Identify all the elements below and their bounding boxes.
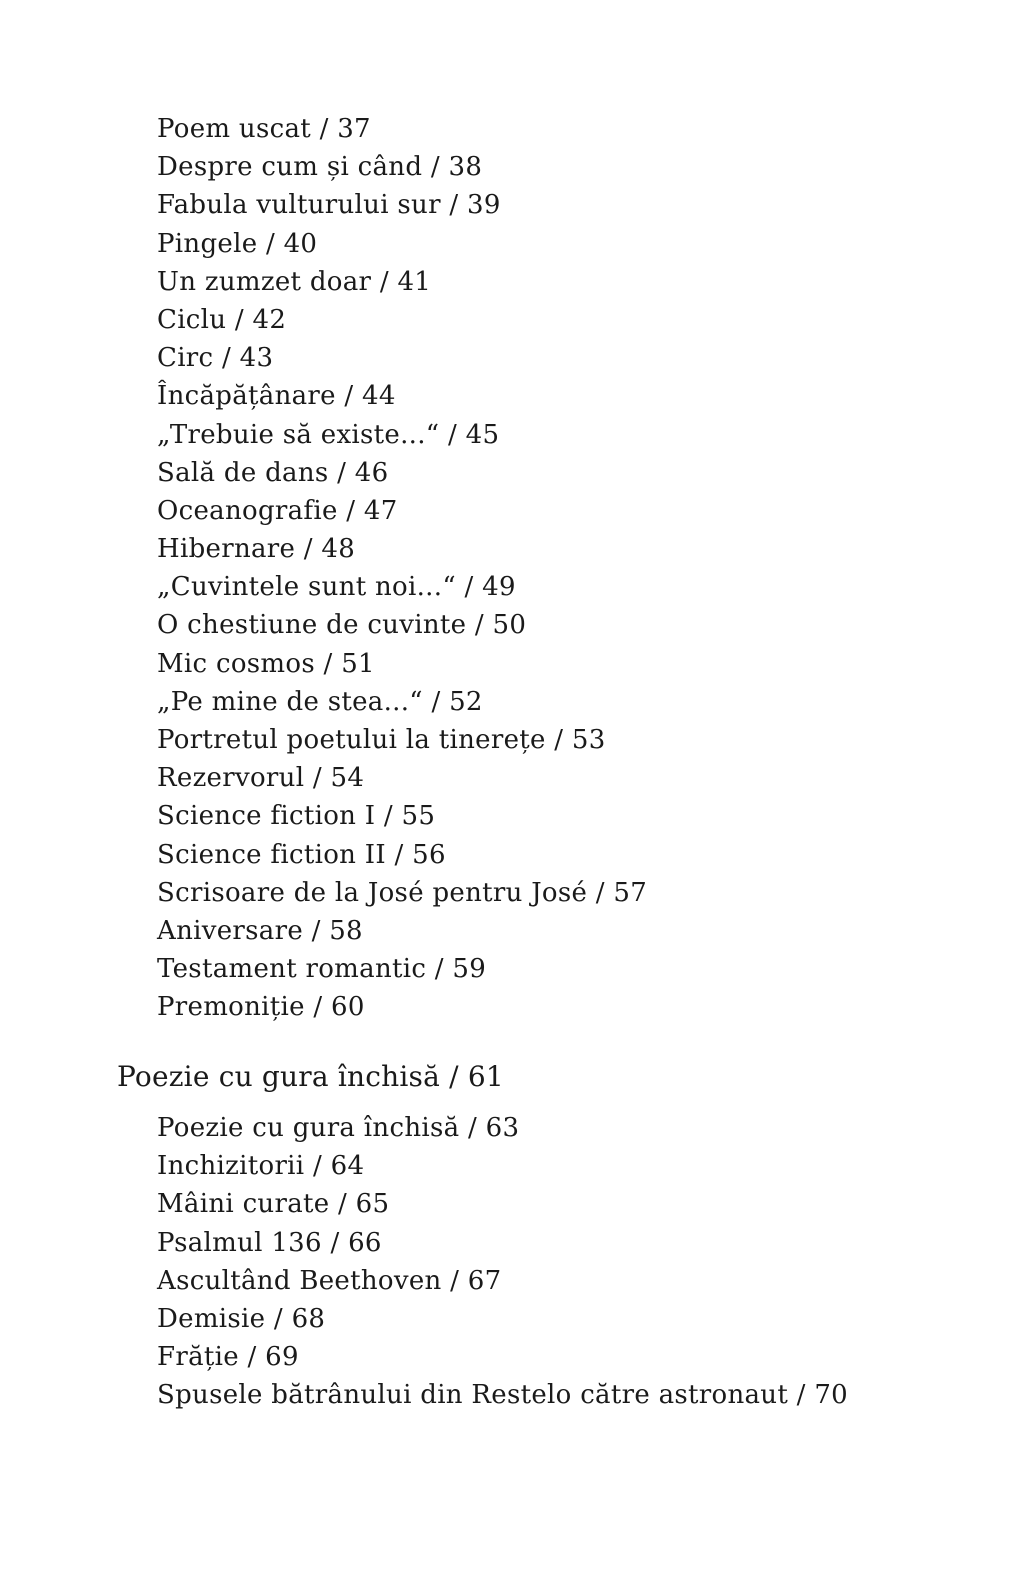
toc-entry-page-number: 41: [397, 266, 432, 297]
toc-entry-page-number: 64: [330, 1151, 365, 1182]
toc-entry: Testament romantic / 59: [157, 954, 487, 985]
toc-entry-page-number: 55: [401, 801, 436, 832]
toc-entry-title: Pingele: [157, 228, 258, 259]
toc-entry-title: „Trebuie să existe...“: [157, 419, 440, 450]
toc-entry-title: Science fiction I: [157, 801, 376, 832]
toc-entry-page-number: 66: [348, 1227, 382, 1258]
toc-entry: Poem uscat / 37: [157, 114, 371, 144]
toc-entry-title: Încăpățânare: [157, 381, 336, 412]
toc-entry-title: Science fiction II: [157, 839, 386, 870]
toc-entry-page-number: 54: [330, 763, 365, 794]
toc-entry-title: Un zumzet doar: [157, 266, 372, 297]
toc-entry: Încăpățânare / 44: [157, 381, 396, 412]
toc-entry-title: Mic cosmos: [157, 648, 315, 679]
toc-entry-title: Inchizitorii: [157, 1151, 305, 1182]
toc-entry-title: Oceanografie: [157, 495, 338, 526]
toc-entry-title: Spusele bătrânului din Restelo către astronaut: [157, 1380, 789, 1411]
toc-entry-page-number: 48: [321, 534, 356, 565]
toc-entry-page-number: 45: [465, 419, 500, 450]
toc-entry-page-number: 60: [331, 992, 365, 1023]
toc-entry-title: Frăție: [157, 1342, 239, 1373]
toc-entry-page-number: 70: [814, 1380, 848, 1411]
toc-entry-page-number: 56: [412, 839, 446, 870]
toc-entry-page-number: 40: [283, 228, 318, 259]
toc-entry-page-number: 67: [467, 1265, 502, 1296]
toc-entry: Aniversare / 58: [157, 915, 363, 946]
toc-entry-page-number: 46: [354, 457, 389, 488]
toc-entry: Poezie cu gura închisă / 63: [157, 1113, 520, 1143]
toc-entry-page-number: 44: [362, 381, 396, 412]
toc-entry-title: Ciclu: [157, 304, 227, 335]
toc-entry-title: Psalmul 136: [157, 1227, 322, 1258]
toc-entry: Circ / 43: [157, 343, 274, 374]
toc-entry: Demisie / 68: [157, 1303, 326, 1334]
toc-section-heading: Poezie cu gura închisă / 61: [117, 1060, 504, 1093]
toc-entry: Spusele bătrânului din Restelo către astronaut / 70: [157, 1380, 848, 1411]
toc-entry: O chestiune de cuvinte / 50: [157, 610, 527, 641]
toc-entry: Ciclu / 42: [157, 304, 287, 335]
toc-entry: Hibernare / 48: [157, 534, 356, 565]
toc-entry: Despre cum și când / 38: [157, 152, 483, 183]
toc-entry-page-number: 37: [337, 114, 371, 144]
toc-entry: Pingele / 40: [157, 228, 318, 259]
toc-entry-title: Hibernare: [157, 534, 296, 565]
toc-entry-page-number: 69: [265, 1342, 299, 1373]
toc-entry-page-number: 50: [492, 610, 527, 641]
toc-entry: Mic cosmos / 51: [157, 648, 375, 679]
toc-entry: Scrisoare de la José pentru José / 57: [157, 877, 648, 908]
toc-entry-title: „Cuvintele sunt noi...“: [157, 572, 456, 603]
toc-entry-title: Mâini curate: [157, 1189, 330, 1220]
toc-entry: „Pe mine de stea...“ / 52: [157, 686, 483, 717]
toc-entry-title: Premoniție: [157, 992, 305, 1023]
toc-entry-page-number: 42: [252, 304, 287, 335]
toc-entry: Un zumzet doar / 41: [157, 266, 432, 297]
toc-entry-title: Poezie cu gura închisă: [157, 1113, 460, 1143]
toc-entry-page-number: 63: [485, 1113, 520, 1143]
toc-entry-page-number: 59: [452, 954, 487, 985]
section-title: Poezie cu gura închisă: [117, 1060, 440, 1093]
toc-entry-title: Ascultând Beethoven: [157, 1265, 442, 1296]
toc-entry: Sală de dans / 46: [157, 457, 389, 488]
toc-entry-title: Circ: [157, 343, 214, 374]
toc-entry-page-number: 49: [482, 572, 516, 603]
toc-entry-title: Sală de dans: [157, 457, 329, 488]
toc-entry-title: Scrisoare de la José pentru José: [157, 877, 588, 908]
section-page-number: 61: [467, 1060, 504, 1093]
toc-entry-title: Fabula vulturului sur: [157, 190, 441, 221]
toc-entry-title: Portretul poetului la tinerețe: [157, 725, 546, 755]
toc-entry-title: „Pe mine de stea...“: [157, 686, 423, 717]
toc-entry: Portretul poetului la tinerețe / 53: [157, 725, 606, 755]
toc-entry-title: O chestiune de cuvinte: [157, 610, 467, 641]
toc-entry: Science fiction I / 55: [157, 801, 436, 832]
toc-list-poems: [157, 110, 647, 1027]
toc-entry: Mâini curate / 65: [157, 1189, 390, 1220]
toc-entry: Fabula vulturului sur / 39: [157, 190, 501, 221]
toc-entry-page-number: 52: [449, 686, 483, 717]
toc-entry: Rezervorul / 54: [157, 763, 365, 794]
toc-entry-title: Rezervorul: [157, 763, 305, 794]
toc-entry: Oceanografie / 47: [157, 495, 398, 526]
toc-entry: Psalmul 136 / 66: [157, 1227, 382, 1258]
toc-entry: „Cuvintele sunt noi...“ / 49: [157, 572, 516, 603]
toc-entry-page-number: 68: [291, 1303, 326, 1334]
toc-entry-page-number: 47: [363, 495, 398, 526]
toc-entry: Premoniție / 60: [157, 992, 365, 1023]
toc-entry: Frăție / 69: [157, 1342, 299, 1373]
toc-entry-title: Demisie: [157, 1303, 266, 1334]
toc-entry-title: Testament romantic: [157, 954, 427, 985]
toc-entry: „Trebuie să existe...“ / 45: [157, 419, 500, 450]
toc-entry-page-number: 58: [329, 915, 363, 946]
toc-entry-title: Despre cum și când: [157, 152, 423, 183]
toc-entry: Ascultând Beethoven / 67: [157, 1265, 502, 1296]
toc-entry: Inchizitorii / 64: [157, 1151, 365, 1182]
toc-entry-page-number: 65: [355, 1189, 390, 1220]
toc-entry-title: Aniversare: [157, 915, 303, 946]
toc-entry-title: Poem uscat: [157, 114, 311, 144]
toc-entry-page-number: 39: [467, 190, 501, 221]
toc-list-section-poems: [157, 1109, 848, 1415]
toc-entry-page-number: 53: [571, 725, 606, 755]
toc-entry-page-number: 57: [613, 877, 648, 908]
toc-entry-page-number: 51: [341, 648, 375, 679]
toc-entry-page-number: 38: [448, 152, 483, 183]
toc-entry-page-number: 43: [239, 343, 274, 374]
toc-entry: Science fiction II / 56: [157, 839, 446, 870]
